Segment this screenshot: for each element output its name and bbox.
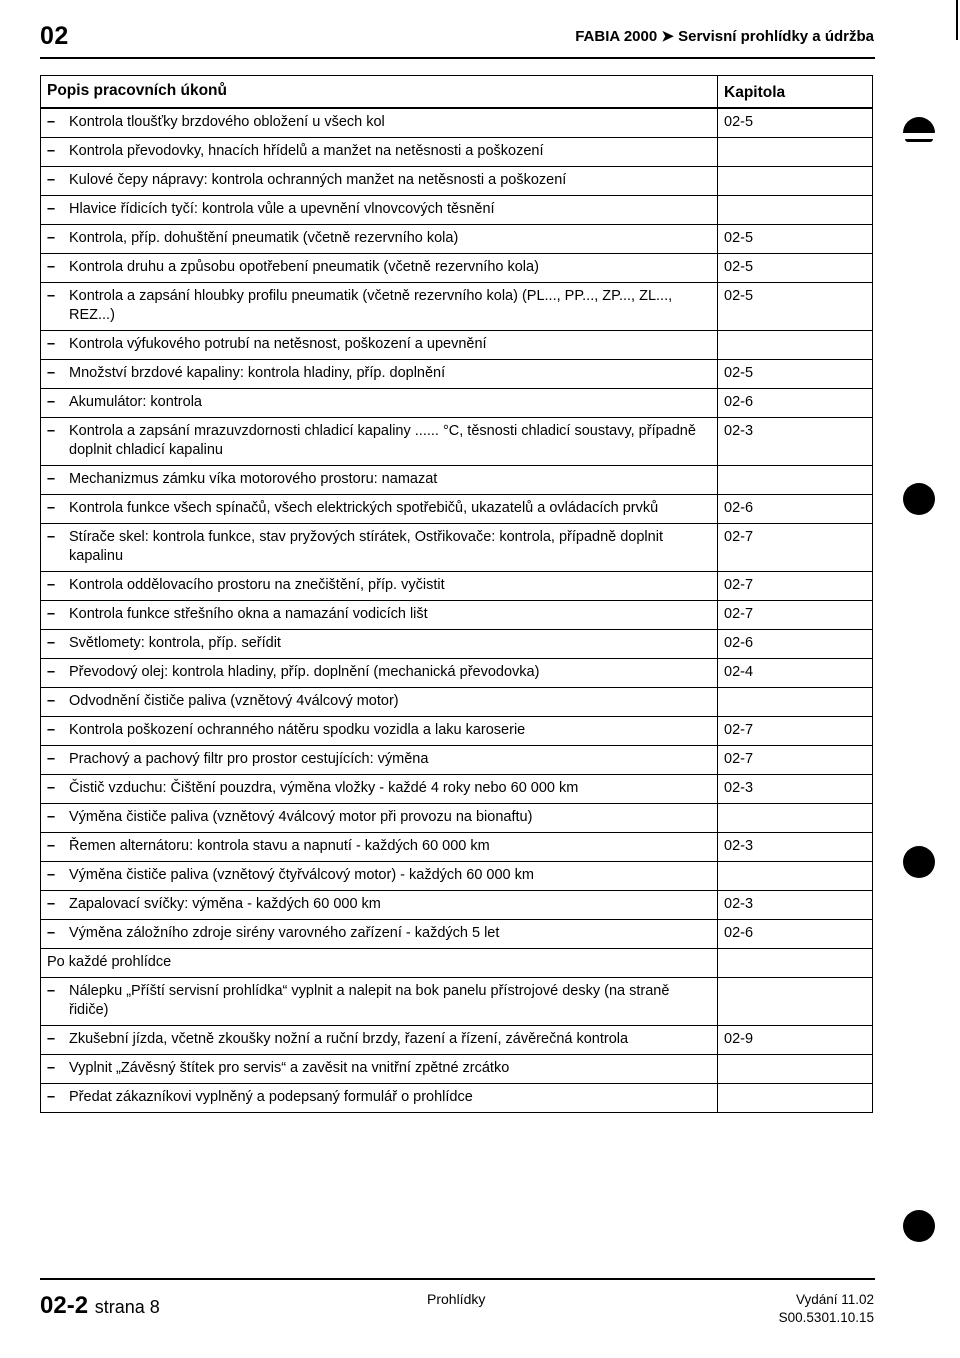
task-text: Kontrola převodovky, hnacích hřídelů a manžet na netěsnosti a poškození <box>69 143 544 159</box>
table-row <box>41 524 872 572</box>
task-description <box>41 283 718 330</box>
table-row <box>41 572 872 601</box>
task-text: Výměna čističe paliva (vznětový čtyřválcový motor) - každých 60 000 km <box>69 867 534 883</box>
table-row <box>41 1055 872 1084</box>
punch-hole-mark <box>903 483 935 515</box>
task-text: Zapalovací svíčky: výměna - každých 60 000 km <box>69 896 381 912</box>
table-row <box>41 1084 872 1112</box>
dash-bullet: – <box>47 896 56 912</box>
task-text: Kontrola a zapsání mrazuvzdornosti chladicí kapaliny ...... °C, těsnosti chladicí soustavy, případně doplnit chladicí kapalinu <box>69 423 696 458</box>
table-row <box>41 389 872 418</box>
dash-bullet: – <box>47 722 56 738</box>
task-text: Kontrola funkce střešního okna a namazání vodicích lišt <box>69 606 428 622</box>
dash-bullet: – <box>47 664 56 680</box>
task-chapter: 02-7 <box>724 751 754 767</box>
task-chapter: 02-3 <box>724 838 754 854</box>
dash-bullet: – <box>47 230 56 246</box>
task-text: Převodový olej: kontrola hladiny, příp. doplnění (mechanická převodovka) <box>69 664 540 680</box>
task-text: Nálepku „Příští servisní prohlídka“ vyplnit a nalepit na bok panelu přístrojové desky (na straně řidiče) <box>69 983 670 1018</box>
task-description <box>41 1055 718 1083</box>
dash-bullet: – <box>47 809 56 825</box>
table-row <box>41 920 872 949</box>
dash-bullet: – <box>47 172 56 188</box>
table-row <box>41 109 872 138</box>
task-description <box>41 254 718 282</box>
task-chapter: 02-6 <box>724 635 754 651</box>
task-text: Prachový a pachový filtr pro prostor cestujících: výměna <box>69 751 429 767</box>
task-description <box>41 196 718 224</box>
task-chapter <box>718 138 872 166</box>
task-text: Množství brzdové kapaliny: kontrola hladiny, příp. doplnění <box>69 365 446 381</box>
table-row <box>41 891 872 920</box>
task-chapter: 02-5 <box>724 114 754 130</box>
task-description <box>41 746 718 774</box>
task-chapter <box>718 1055 872 1083</box>
dash-bullet: – <box>47 983 56 999</box>
table-row <box>41 495 872 524</box>
table-row <box>41 688 872 717</box>
dash-bullet: – <box>47 394 56 410</box>
task-description <box>41 167 718 195</box>
table-row <box>41 254 872 283</box>
task-text: Čistič vzduchu: Čištění pouzdra, výměna vložky - každé 4 roky nebo 60 000 km <box>69 780 579 796</box>
task-chapter <box>718 804 872 832</box>
task-description <box>41 1084 718 1112</box>
footer-doc-number: S00.5301.10.15 <box>778 1310 874 1325</box>
dash-bullet: – <box>47 867 56 883</box>
dash-bullet: – <box>47 606 56 622</box>
footer-rule <box>40 1278 875 1280</box>
page-title: FABIA 2000 ➤ Servisní prohlídky a údržba <box>575 28 874 45</box>
footer-page-code <box>40 1292 160 1320</box>
dash-bullet: – <box>47 925 56 941</box>
task-description <box>41 1026 718 1054</box>
table-row <box>41 167 872 196</box>
table-row <box>41 659 872 688</box>
task-chapter <box>718 862 872 890</box>
task-description <box>41 109 718 137</box>
task-text: Kontrola funkce všech spínačů, všech elektrických spotřebičů, ukazatelů a ovládacích prvků <box>69 500 659 516</box>
task-chapter <box>718 466 872 494</box>
task-chapter: 02-9 <box>724 1031 754 1047</box>
dash-bullet: – <box>47 838 56 854</box>
task-text: Kontrola tloušťky brzdového obložení u všech kol <box>69 114 385 130</box>
column-header-description: Popis pracovních úkonů <box>41 76 718 107</box>
task-text: Výměna záložního zdroje sirény varovného zařízení - každých 5 let <box>69 925 500 941</box>
dash-bullet: – <box>47 577 56 593</box>
task-text: Hlavice řídicích tyčí: kontrola vůle a upevnění vlnovcových těsnění <box>69 201 495 217</box>
dash-bullet: – <box>47 751 56 767</box>
task-chapter: 02-7 <box>724 577 754 593</box>
table-row <box>41 1026 872 1055</box>
task-chapter: 02-6 <box>724 394 754 410</box>
task-description <box>41 466 718 494</box>
dash-bullet: – <box>47 780 56 796</box>
dash-bullet: – <box>47 143 56 159</box>
dash-bullet: – <box>47 114 56 130</box>
column-header-chapter: Kapitola <box>724 84 786 101</box>
table-header-row <box>41 76 872 109</box>
dash-bullet: – <box>47 336 56 352</box>
section-number: 02 <box>40 22 69 50</box>
task-description <box>41 572 718 600</box>
punch-hole-mark <box>903 1210 935 1242</box>
task-text: Kontrola, příp. dohuštění pneumatik (včetně rezervního kola) <box>69 230 459 246</box>
task-description <box>41 630 718 658</box>
table-row <box>41 746 872 775</box>
task-description <box>41 688 718 716</box>
table-row <box>41 862 872 891</box>
footer-code: 02-2 <box>40 1292 89 1319</box>
punch-hole-mark <box>903 117 935 133</box>
punch-hole-mark <box>903 846 935 878</box>
footer-edition: Vydání 11.02 <box>795 1292 874 1307</box>
task-text: Kontrola a zapsání hloubky profilu pneumatik (včetně rezervního kola) (PL..., PP..., ZP..., ZL..., REZ...) <box>69 288 673 323</box>
table-row <box>41 630 872 659</box>
dash-bullet: – <box>47 201 56 217</box>
task-description <box>41 360 718 388</box>
dash-bullet: – <box>47 635 56 651</box>
table-row <box>41 418 872 466</box>
page-edge-mark <box>956 0 958 40</box>
task-chapter <box>718 978 872 1025</box>
table-row <box>41 466 872 495</box>
table-row <box>41 601 872 630</box>
task-chapter: 02-6 <box>724 500 754 516</box>
task-text: Zkušební jízda, včetně zkoušky nožní a ruční brzdy, řazení a řízení, závěrečná kontrola <box>69 1031 629 1047</box>
table-row <box>41 978 872 1026</box>
table-row <box>41 283 872 331</box>
task-description <box>41 138 718 166</box>
task-description <box>41 804 718 832</box>
task-chapter: 02-7 <box>724 722 754 738</box>
task-chapter: 02-3 <box>724 896 754 912</box>
task-text: Výměna čističe paliva (vznětový 4válcový motor při provozu na bionaftu) <box>69 809 533 825</box>
task-text: Řemen alternátoru: kontrola stavu a napnutí - každých 60 000 km <box>69 838 490 854</box>
dash-bullet: – <box>47 471 56 487</box>
task-description <box>41 601 718 629</box>
task-description <box>41 920 718 948</box>
footer-page-word: strana 8 <box>94 1297 160 1317</box>
table-row <box>41 833 872 862</box>
task-chapter <box>718 949 872 977</box>
task-chapter <box>718 196 872 224</box>
task-text: Kontrola poškození ochranného nátěru spodku vozidla a laku karoserie <box>69 722 526 738</box>
header-rule <box>40 57 875 59</box>
task-chapter: 02-5 <box>724 288 754 304</box>
task-chapter <box>718 167 872 195</box>
task-text: Po každé prohlídce <box>47 954 172 970</box>
footer-right <box>779 1291 874 1327</box>
task-chapter: 02-3 <box>724 423 754 439</box>
dash-bullet: – <box>47 529 56 545</box>
task-text: Světlomety: kontrola, příp. seřídit <box>69 635 281 651</box>
task-text: Akumulátor: kontrola <box>69 394 202 410</box>
table-row <box>41 138 872 167</box>
task-chapter: 02-4 <box>724 664 754 680</box>
task-chapter: 02-7 <box>724 529 754 545</box>
dash-bullet: – <box>47 423 56 439</box>
task-chapter <box>718 688 872 716</box>
table-row <box>41 949 872 978</box>
task-text: Vyplnit „Závěsný štítek pro servis“ a zavěsit na vnitřní zpětné zrcátko <box>69 1060 510 1076</box>
task-chapter: 02-3 <box>724 780 754 796</box>
task-description <box>41 775 718 803</box>
table-row <box>41 775 872 804</box>
dash-bullet: – <box>47 1060 56 1076</box>
table-row <box>41 196 872 225</box>
task-chapter: 02-5 <box>724 259 754 275</box>
dash-bullet: – <box>47 693 56 709</box>
table-row <box>41 331 872 360</box>
task-text: Stírače skel: kontrola funkce, stav pryžových stírátek, Ostřikovače: kontrola, případně doplnit kapalinu <box>69 529 663 564</box>
task-text: Kontrola druhu a způsobu opotřebení pneumatik (včetně rezervního kola) <box>69 259 539 275</box>
task-description <box>41 389 718 417</box>
dash-bullet: – <box>47 259 56 275</box>
table-row <box>41 717 872 746</box>
task-chapter: 02-6 <box>724 925 754 941</box>
task-description <box>41 418 718 465</box>
task-description <box>41 331 718 359</box>
task-chapter <box>718 1084 872 1112</box>
task-text: Předat zákazníkovi vyplněný a podepsaný formulář o prohlídce <box>69 1089 473 1105</box>
task-chapter: 02-7 <box>724 606 754 622</box>
task-text: Odvodnění čističe paliva (vznětový 4válcový motor) <box>69 693 399 709</box>
task-description <box>41 833 718 861</box>
task-chapter: 02-5 <box>724 230 754 246</box>
task-text: Kulové čepy nápravy: kontrola ochranných manžet na netěsnosti a poškození <box>69 172 567 188</box>
dash-bullet: – <box>47 1089 56 1105</box>
task-chapter: 02-5 <box>724 365 754 381</box>
task-description <box>41 717 718 745</box>
table-row <box>41 804 872 833</box>
dash-bullet: – <box>47 1031 56 1047</box>
task-description <box>41 225 718 253</box>
task-description <box>41 862 718 890</box>
task-text: Mechanizmus zámku víka motorového prostoru: namazat <box>69 471 438 487</box>
task-description <box>41 978 718 1025</box>
table-row <box>41 225 872 254</box>
task-chapter <box>718 331 872 359</box>
service-tasks-table <box>40 75 873 1113</box>
task-description <box>41 524 718 571</box>
task-description <box>41 495 718 523</box>
dash-bullet: – <box>47 365 56 381</box>
task-description <box>41 891 718 919</box>
table-row <box>41 360 872 389</box>
task-text: Kontrola oddělovacího prostoru na znečištění, příp. vyčistit <box>69 577 445 593</box>
footer-center: Prohlídky <box>427 1291 486 1307</box>
dash-bullet: – <box>47 500 56 516</box>
task-description <box>41 659 718 687</box>
task-text: Kontrola výfukového potrubí na netěsnost, poškození a upevnění <box>69 336 487 352</box>
dash-bullet: – <box>47 288 56 304</box>
task-description <box>41 949 718 977</box>
punch-hole-mark-underline <box>905 139 933 142</box>
